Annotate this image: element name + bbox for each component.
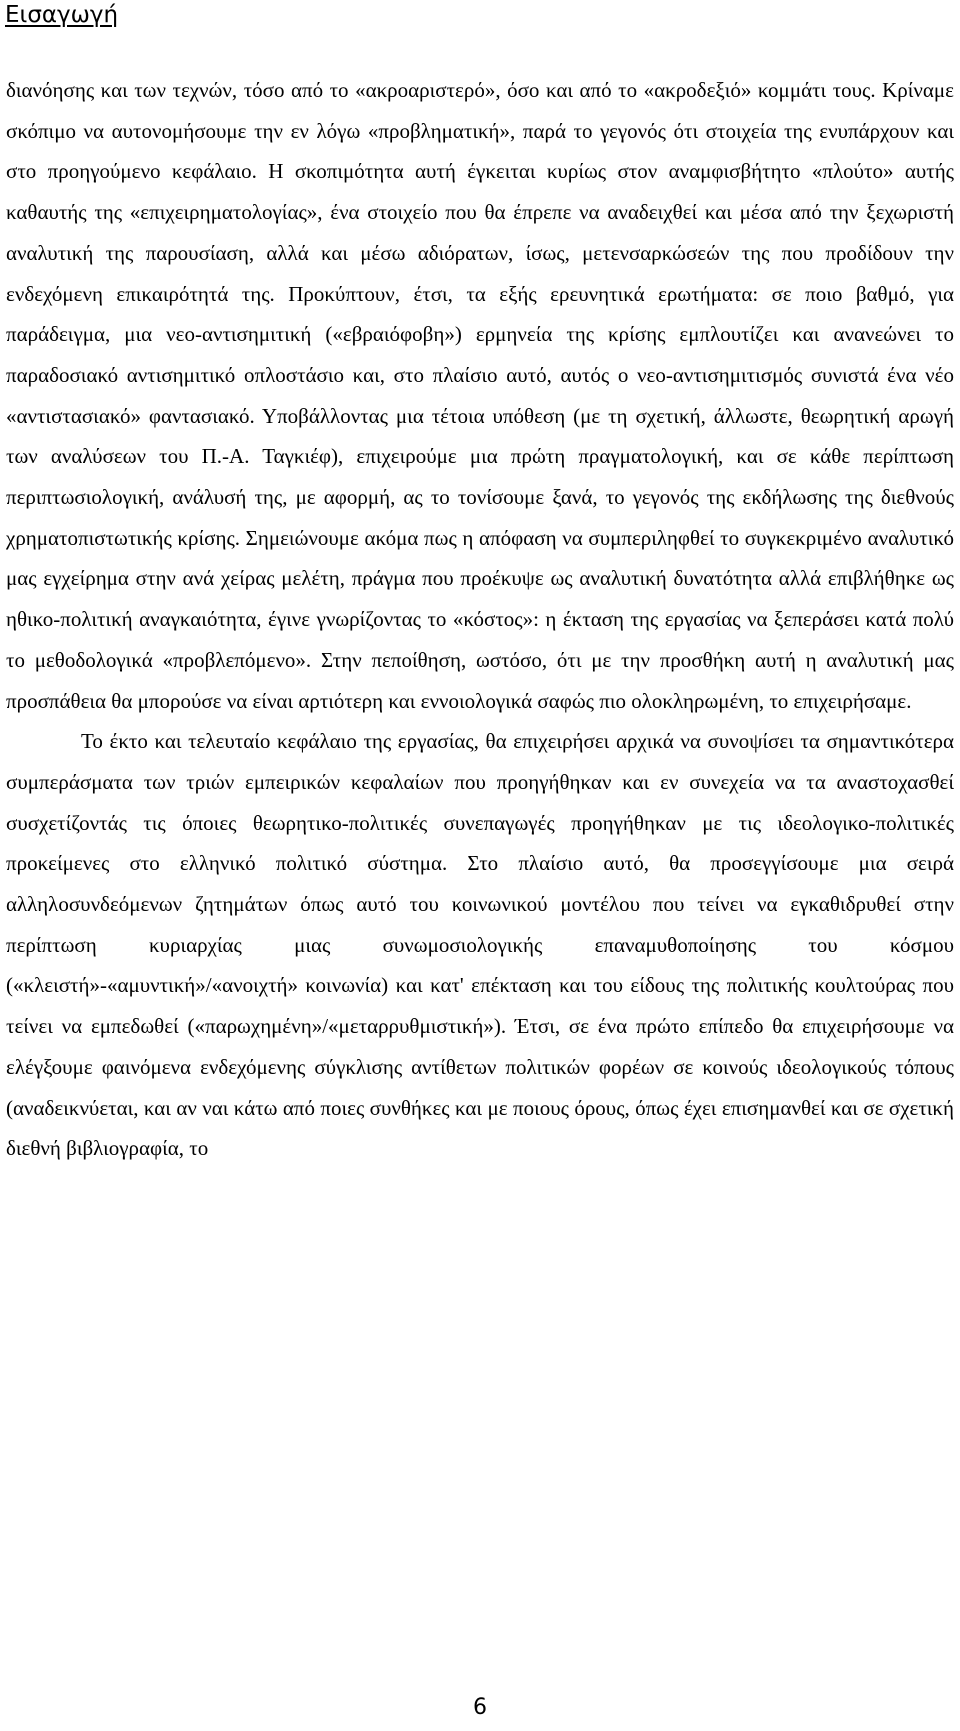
body-paragraph-2: Το έκτο και τελευταίο κεφάλαιο της εργασίας, θα επιχειρήσει αρχικά να συνοψίσει τα σημαντικότερα συμπεράσματα των τριών εμπειρικών κεφαλαίων που προηγήθηκαν και εν συνεχεία να τα αναστοχασθεί συσχετίζοντάς τις όποιες θεωρητικο-πολιτικές συνεπαγωγές προηγήθηκαν με τις ιδεολογικο-πολιτικές προκείμενες στο ελληνικό πολιτικό σύστημα. Στο πλαίσιο αυτό, θα προσεγγίσουμε μια σειρά αλληλοσυνδεόμενων ζητημάτων όπως αυτό του κοινωνικού μοντέλου που τείνει να εγκαθιδρυθεί στην περίπτωση κυριαρχίας μιας συνωμοσιολογικής επαναμυθοποίησης του κόσμου («κλειστή»-«αμυντική»/«ανοιχτή» κοινωνία) και κατ' επέκταση και του είδους της πολιτικής κουλτούρας που τείνει να εμπεδωθεί («παρωχημένη»/«μεταρρυθμιστική»). Έτσι, σε ένα πρώτο επίπεδο θα επιχειρήσουμε να ελέγξουμε φαινόμενα ενδεχόμενης σύγκλισης αντίθετων πολιτικών φορέων σε κοινούς ιδεολογικούς τόπους (αναδεικνύεται, και αν ναι κάτω από ποιες συνθήκες και με ποιους όρους, όπως έχει επισημανθεί και σε σχετική διεθνή βιβλιογραφία, το xyxy=(6,729,954,1161)
body-paragraph-1: διανόησης και των τεχνών, τόσο από το «ακροαριστερό», όσο και από το «ακροδεξιό» κομμάτι τους. Κρίναμε σκόπιμο να αυτονομήσουμε την εν λόγω «προβληματική», παρά το γεγονός ότι στοιχεία της ενυπάρχουν και στο προηγούμενο κεφάλαιο. Η σκοπιμότητα αυτή έγκειται κυρίως στον αναμφισβήτητο «πλούτο» αυτής καθαυτής της «επιχειρηματολογίας», ένα στοιχείο που θα έπρεπε να αναδειχθεί και μέσα από την ξεχωριστή αναλυτική της παρουσίαση, αλλά και μέσω αδιόρατων, ίσως, μετενσαρκώσεών της που προδίδουν την ενδεχόμενη επικαιρότητά της. Προκύπτουν, έτσι, τα εξής ερευνητικά ερωτήματα: σε ποιο βαθμό, για παράδειγμα, μια νεο-αντισημιτική («εβραιόφοβη») ερμηνεία της κρίσης εμπλουτίζει και ανανεώνει το παραδοσιακό αντισημιτικό οπλοστάσιο και, στο πλαίσιο αυτό, αυτός ο νεο-αντισημιτισμός συνιστά ένα νέο «αντιστασιακό» φαντασιακό. Υποβάλλοντας μια τέτοια υπόθεση (με τη σχετική, άλλωστε, θεωρητική αρωγή των αναλύσεων του Π.-Α. Ταγκιέφ), επιχειρούμε μια πρώτη πραγματολογική, και σε κάθε περίπτωση περιπτωσιολογική, ανάλυσή της, με αφορμή, ας το τονίσουμε ξανά, το γεγονός της εκδήλωσης της διεθνούς χρηματοπιστωτικής κρίσης. Σημειώνουμε ακόμα πως η απόφαση να συμπεριληφθεί το συγκεκριμένο αναλυτικό μας εγχείρημα στην ανά χείρας μελέτη, πράγμα που προέκυψε ως αναλυτική δυνατότητα αλλά επιβλήθηκε ως ηθικο-πολιτική αναγκαιότητα, έγινε γνωρίζοντας το «κόστος»: η έκταση της εργασίας να ξεπεράσει κατά πολύ το μεθοδολογικά «προβλεπόμενο». Στην πεποίθηση, ωστόσο, ότι με την προσθήκη αυτή η αναλυτική μας προσπάθεια θα μπορούσε να είναι αρτιότερη και εννοιολογικά σαφώς πιο ολοκληρωμένη, το επιχειρήσαμε. xyxy=(6,78,954,713)
page-number: 6 xyxy=(473,1695,487,1720)
body-text xyxy=(6,70,954,1169)
running-header-section-title: Εισαγωγή xyxy=(5,2,119,28)
